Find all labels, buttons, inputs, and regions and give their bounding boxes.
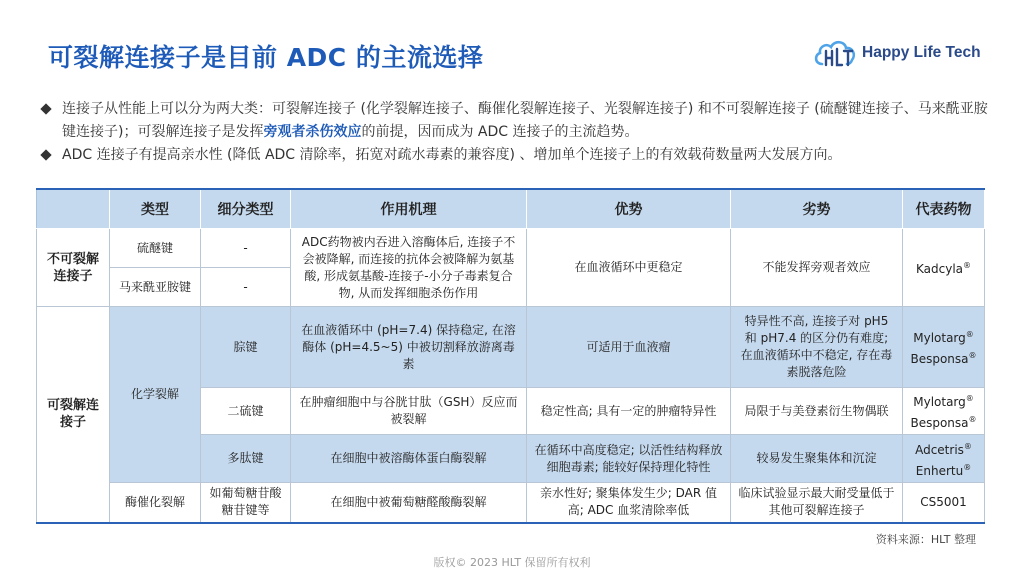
cell-drug: CS5001	[903, 483, 985, 523]
cell-advantage: 在血液循环中更稳定	[527, 229, 731, 307]
header-drug: 代表药物	[903, 189, 985, 229]
cell-mechanism: 在细胞中被溶酶体蛋白酶裂解	[291, 435, 527, 483]
diamond-bullet-icon	[40, 103, 51, 114]
cell-disadvantage: 临床试验显示最大耐受量低于其他可裂解连接子	[731, 483, 903, 523]
cell-subtype: -	[201, 268, 291, 307]
page-title: 可裂解连接子是目前 ADC 的主流选择	[48, 43, 484, 72]
diamond-bullet-icon	[40, 149, 51, 160]
bullet-text: ADC 连接子有提高亲水性 (降低 ADC 清除率，拓宽对疏水毒素的兼容度) 、增加单个连接子上的有效载荷数量两大发展方向。	[62, 147, 842, 163]
cell-mechanism: ADC药物被内吞进入溶酶体后, 连接子不会被降解, 而连接的抗体会被降解为氨基酸, 形成氨基酸-连接子-小分子毒素复合物, 从而发挥细胞杀伤作用	[291, 229, 527, 307]
header-blank	[37, 189, 110, 229]
linker-comparison-table	[36, 188, 985, 524]
cell-drug: Mylotarg® Besponsa®	[903, 307, 985, 388]
cell-mechanism: 在肿瘤细胞中与谷胱甘肽（GSH）反应而被裂解	[291, 388, 527, 435]
cell-type: 马来酰亚胺键	[110, 268, 201, 307]
cell-subtype: 多肽键	[201, 435, 291, 483]
cell-type: 硫醚键	[110, 229, 201, 268]
cell-subtype: 二硫键	[201, 388, 291, 435]
cell-disadvantage: 较易发生聚集体和沉淀	[731, 435, 903, 483]
bullet-item	[40, 144, 990, 167]
table-row	[37, 229, 985, 268]
header-subtype: 细分类型	[201, 189, 291, 229]
section-cleavable: 可裂解连接子	[37, 307, 110, 523]
cell-advantage: 可适用于血液瘤	[527, 307, 731, 388]
header-type: 类型	[110, 189, 201, 229]
cell-advantage: 亲水性好; 聚集体发生少; DAR 值高; ADC 血浆清除率低	[527, 483, 731, 523]
cell-drug: Mylotarg® Besponsa®	[903, 388, 985, 435]
company-logo	[812, 36, 981, 70]
cell-advantage: 稳定性高; 具有一定的肿瘤特异性	[527, 388, 731, 435]
table-row	[37, 483, 985, 523]
hlt-cloud-logo-icon	[812, 36, 858, 70]
header-mechanism: 作用机理	[291, 189, 527, 229]
logo-text: Happy Life Tech	[862, 44, 981, 61]
bullet-item	[40, 98, 990, 144]
source-note: 资料来源：HLT 整理	[875, 533, 976, 546]
table-row	[37, 307, 985, 388]
cell-mechanism: 在血液循环中 (pH=7.4) 保持稳定, 在溶酶体 (pH=4.5~5) 中被切割释放游离毒素	[291, 307, 527, 388]
cell-disadvantage: 局限于与美登素衍生物偶联	[731, 388, 903, 435]
cell-disadvantage: 特异性不高, 连接子对 pH5 和 pH7.4 的区分仍有难度; 在血液循环中不稳定, 存在毒素脱落危险	[731, 307, 903, 388]
section-noncleavable: 不可裂解连接子	[37, 229, 110, 307]
cell-mechanism: 在细胞中被葡萄糖醛酸酶裂解	[291, 483, 527, 523]
cell-subtype: 如葡萄糖苷酸糖苷键等	[201, 483, 291, 523]
bullet-list	[40, 98, 990, 167]
cell-drug: Kadcyla®	[903, 229, 985, 307]
table-header-row	[37, 189, 985, 229]
cell-drug: Adcetris® Enhertu®	[903, 435, 985, 483]
header-advantage: 优势	[527, 189, 731, 229]
cell-type: 酶催化裂解	[110, 483, 201, 523]
highlight-text: 旁观者杀伤效应	[263, 124, 362, 140]
cell-disadvantage: 不能发挥旁观者效应	[731, 229, 903, 307]
cell-type: 化学裂解	[110, 307, 201, 483]
cell-advantage: 在循环中高度稳定; 以活性结构释放细胞毒素; 能较好保持理化特性	[527, 435, 731, 483]
cell-subtype: -	[201, 229, 291, 268]
cell-subtype: 腙键	[201, 307, 291, 388]
bullet-text: 连接子从性能上可以分为两大类：可裂解连接子 (化学裂解连接子、酶催化裂解连接子、光裂解连接子) 和不可裂解连接子 (硫醚键连接子、马来酰亚胺键连接子)；可裂解连接子是发挥	[62, 101, 988, 140]
header-disadvantage: 劣势	[731, 189, 903, 229]
bullet-text: 的前提，因而成为 ADC 连接子的主流趋势。	[361, 124, 639, 140]
copyright-footer: 版权© 2023 HLT 保留所有权利	[433, 556, 591, 569]
